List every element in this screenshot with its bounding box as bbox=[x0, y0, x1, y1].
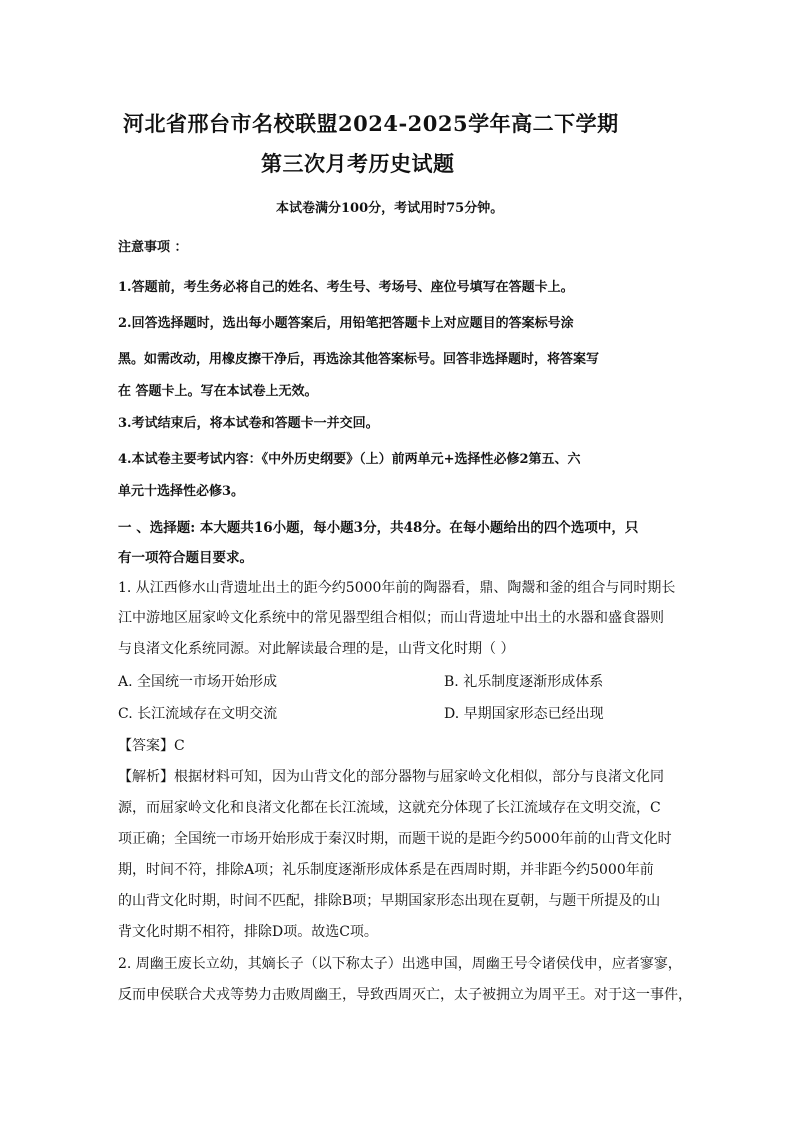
question-1-stem: 与良渚文化系统同源。对此解读最合理的是，山背文化时期（ ） bbox=[118, 641, 515, 657]
analysis-line: 项正确；全国统一市场开始形成于秦汉时期，而题干说的是距今约5000年前的山背文化时 bbox=[118, 831, 672, 847]
question-1-stem: 1. 从江西修水山背遗址出土的距今约5000年前的陶器看，鼎、陶鬶和釜的组合与同时期长 bbox=[118, 580, 676, 596]
option-b: B. 礼乐制度逐渐形成体系 bbox=[444, 674, 604, 690]
analysis-line: 期，时间不符，排除A项；礼乐制度逐渐形成体系是在西周时期，并非距今约5000年前 bbox=[118, 862, 654, 878]
notice-line: 2.回答选择题时，选出每小题答案后，用铅笔把答题卡上对应题目的答案标号涂 bbox=[118, 316, 574, 331]
section-heading-line1: 一 、选择题: 本大题共16小题，每小题3分，共48分。在每小题给出的四个选项中，只 bbox=[118, 520, 639, 536]
question-2-stem: 2. 周幽王废长立幼，其嫡长子（以下称太子）出逃申国，周幽王号令诸侯伐申，应者寥寥， bbox=[118, 956, 682, 972]
answer-label: 【答案】C bbox=[118, 738, 185, 754]
notice-heading: 注意事项 ： bbox=[118, 240, 188, 255]
section-heading-line2: 有一项符合题目要求。 bbox=[118, 550, 253, 566]
analysis-line: 的山背文化时期，时间不匹配，排除B项；早期国家形态出现在夏朝，与题干所提及的山 bbox=[118, 893, 661, 909]
option-d: D. 早期国家形态已经出现 bbox=[444, 706, 604, 722]
notice-line: 黑。如需改动，用橡皮擦干净后，再选涂其他答案标号。回答非选择题时，将答案写 bbox=[118, 352, 600, 367]
analysis-line: 【解析】根据材料可知，因为山背文化的部分器物与屈家岭文化相似，部分与良渚文化同 bbox=[118, 769, 664, 785]
question-2-stem: 反而申侯联合犬戎等势力击败周幽王，导致西周灭亡，太子被拥立为周平王。对于这一事件， bbox=[118, 987, 692, 1003]
exam-info: 本试卷满分100分，考试用时75分钟。 bbox=[276, 201, 504, 216]
option-a: A. 全国统一市场开始形成 bbox=[118, 674, 278, 690]
notice-line: 单元十选择性必修3。 bbox=[118, 484, 245, 499]
notice-line: 3.考试结束后，将本试卷和答题卡一并交回。 bbox=[118, 416, 379, 431]
notice-line: 1.答题前，考生务必将自己的姓名、考生号、考场号、座位号填写在答题卡上。 bbox=[118, 280, 574, 295]
doc-title-line1: 河北省邢台市名校联盟2024-2025学年高二下学期 bbox=[123, 111, 619, 136]
question-1-stem: 江中游地区屈家岭文化系统中的常见器型组合相似；而山背遗址中出土的水器和盛食器则 bbox=[118, 610, 664, 626]
analysis-line: 背文化时期不相符，排除D项。故选C项。 bbox=[118, 924, 378, 940]
analysis-line: 源，而屈家岭文化和良渚文化都在长江流域，这就充分体现了长江流域存在文明交流，C bbox=[118, 800, 661, 816]
notice-line: 在 答题卡上。写在本试卷上无效。 bbox=[118, 384, 318, 399]
doc-title-line2: 第三次月考历史试题 bbox=[261, 151, 455, 176]
notice-line: 4.本试卷主要考试内容：《中外历史纲要》（上）前两单元+选择性必修2第五、六 bbox=[118, 452, 581, 467]
option-c: C. 长江流域存在文明交流 bbox=[118, 706, 278, 722]
